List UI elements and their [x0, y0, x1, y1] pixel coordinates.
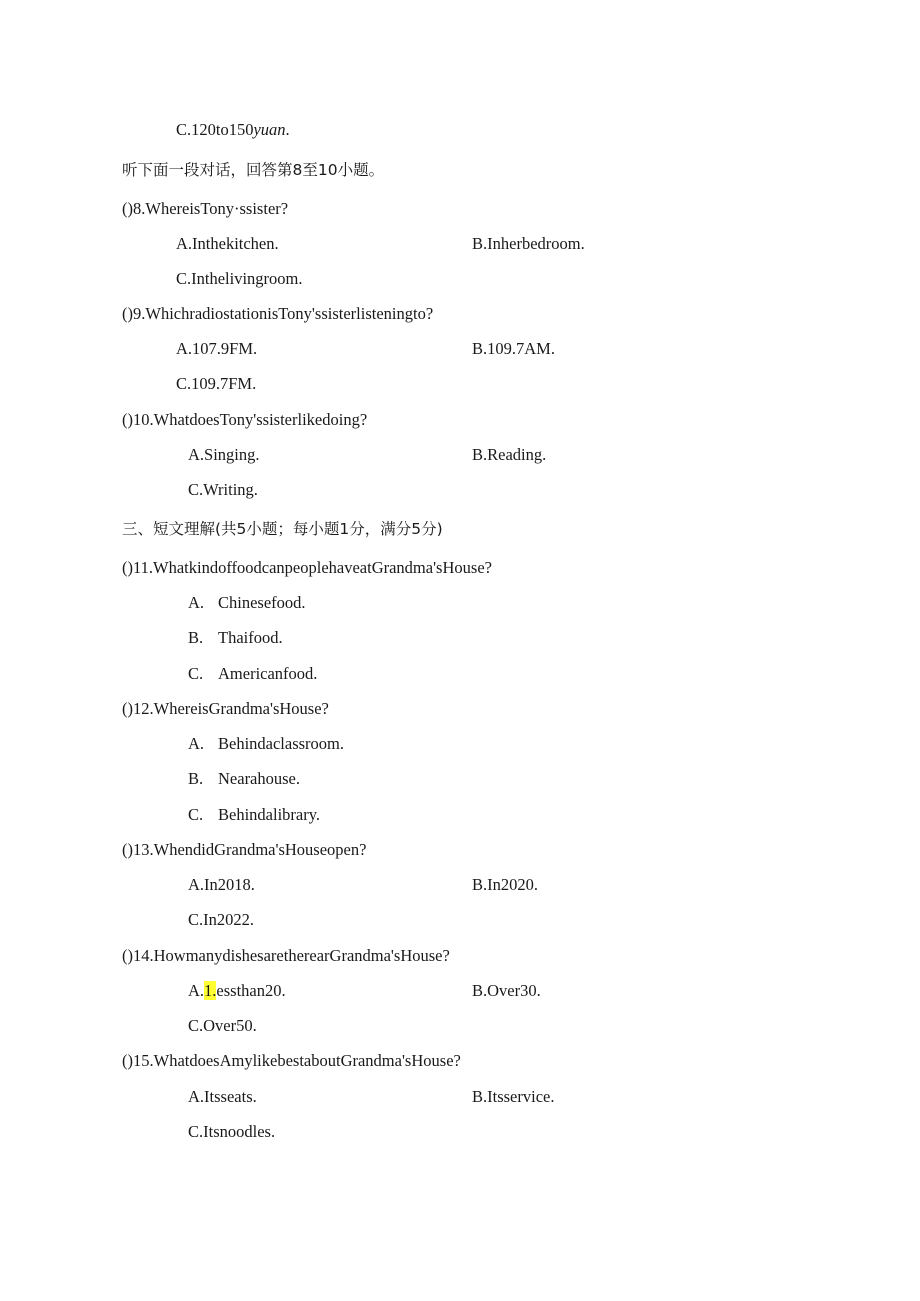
q9-option-c: C.109.7FM.: [176, 374, 257, 393]
q8-option-a: A.Inthekitchen.: [176, 234, 279, 253]
option-label: B.: [188, 769, 204, 788]
option-label: C.: [188, 805, 204, 824]
question-10: ()10.WhatdoesTony'ssisterlikedoing?: [122, 410, 368, 429]
section-listening-heading: 听下面一段对话，回答第8至10小题。: [122, 161, 385, 179]
q12-option-a: [188, 733, 344, 755]
q11-option-b: [188, 627, 283, 649]
option-label: A.: [188, 593, 205, 612]
q9-option-b: B.109.7AM.: [472, 339, 555, 358]
q10-option-a: A.Singing.: [188, 445, 260, 464]
option-label: A.: [188, 734, 205, 753]
option-text: Behindaclassroom.: [218, 734, 345, 753]
q10-option-b: B.Reading.: [472, 445, 547, 464]
q14-option-b: B.Over30.: [472, 981, 541, 1000]
q8-option-b: B.Inherbedroom.: [472, 234, 585, 253]
option-label: C.: [188, 664, 204, 683]
question-9: ()9.WhichradiostationisTony'ssisterlisteningto?: [122, 304, 434, 323]
q9-option-a: A.107.9FM.: [176, 339, 258, 358]
section-reading-heading: 三、短文理解(共5小题；每小题1分，满分5分): [122, 520, 443, 538]
option-text: Thaifood.: [218, 628, 283, 647]
q11-option-c: [188, 663, 317, 685]
q11-option-a: [188, 592, 306, 614]
q15-option-c: C.Itsnoodles.: [188, 1122, 276, 1141]
question-8: ()8.WhereisTony·ssister?: [122, 199, 289, 218]
option-text: Nearahouse.: [218, 769, 301, 788]
question-13: ()13.WhendidGrandma'sHouseopen?: [122, 840, 367, 859]
q15-option-b: B.Itsservice.: [472, 1087, 555, 1106]
q13-option-b: B.In2020.: [472, 875, 538, 894]
q13-option-c: C.In2022.: [188, 910, 254, 929]
question-15: ()15.WhatdoesAmylikebestaboutGrandma'sHouse?: [122, 1051, 461, 1070]
q14-option-c: C.Over50.: [188, 1016, 257, 1035]
q8-option-c: C.Inthelivingroom.: [176, 269, 303, 288]
option-text: Behindalibrary.: [218, 805, 321, 824]
q12-option-b: [188, 768, 300, 790]
q10-option-c: C.Writing.: [188, 480, 258, 499]
option-text: Chinesefood.: [218, 593, 306, 612]
q14-option-a: A.1.essthan20.: [188, 981, 286, 1000]
option-text: Americanfood.: [218, 664, 318, 683]
q12-option-c: [188, 804, 320, 826]
highlight-mark: 1.: [204, 981, 217, 1000]
q13-option-a: A.In2018.: [188, 875, 255, 894]
question-12: ()12.WhereisGrandma'sHouse?: [122, 699, 329, 718]
question-14: ()14.HowmanydishesaretherearGrandma'sHouse?: [122, 946, 450, 965]
q15-option-a: A.Itsseats.: [188, 1087, 257, 1106]
question-11: ()11.WhatkindoffoodcanpeoplehaveatGrandma'sHouse?: [122, 558, 492, 577]
option-label: B.: [188, 628, 204, 647]
option-c-prev: C.120to150yuan.: [176, 120, 290, 139]
